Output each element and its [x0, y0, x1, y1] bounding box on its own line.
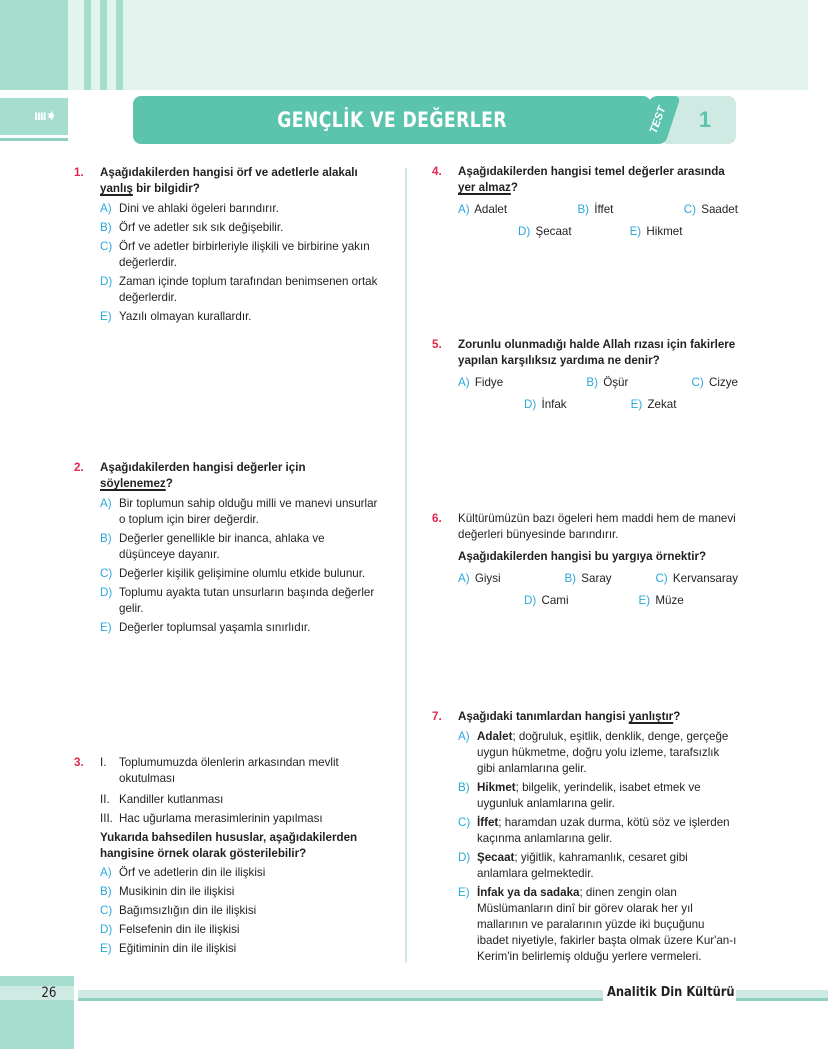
question-stem: Aşağıdakilerden hangisi örf ve adetlerle alakalı yanlış bir bilgidir?	[100, 166, 358, 195]
question-stem: Aşağıdakilerden hangisi temel değerler arasında yer almaz?	[458, 165, 725, 194]
question-stem: Aşağıdaki tanımlardan hangisi yanlıştır?	[458, 710, 681, 723]
test-number: 1	[698, 107, 712, 132]
option-c[interactable]: C) Saadet	[683, 203, 738, 216]
question-stem: Aşağıdakilerden hangisi bu yargıya örnektir?	[458, 550, 707, 563]
option-e[interactable]: E) Hikmet	[629, 225, 683, 238]
header-stripe	[100, 0, 107, 90]
statement-2: II. Kandiller kutlanması	[100, 793, 224, 806]
page-title: GENÇLİK VE DEĞERLER	[277, 108, 507, 132]
question-stem: Zorunlu olunmadığı halde Allah rızası için fakirlere yapılan karşılıksız yardıma ne denir?	[458, 338, 736, 367]
option-b[interactable]: B) İffet	[577, 203, 614, 216]
title-bar	[133, 96, 651, 144]
option-c[interactable]: C) Bağımsızlığın din ile ilişkisi	[100, 904, 257, 917]
option-d[interactable]: D) Şecaat	[518, 225, 572, 238]
option-c[interactable]: C) Kervansaray	[655, 572, 738, 585]
question-stem: Aşağıdakilerden hangisi değerler için söylenemez?	[100, 461, 306, 490]
option-e[interactable]: E) Zekat	[630, 398, 677, 411]
option-e[interactable]: E) İnfak ya da sadaka; dinen zengin olan Müslümanların dinî bir görev olarak her yıl mallarının ve paralarının yüzde iki buçuğunu ibadet niyetiyle, fakirler başta olmak üzere Kur'an-ı Kerim'in belirlemiş olduğu yerlere vermeleri.	[458, 886, 737, 963]
question-number: 4.	[432, 165, 442, 178]
option-c[interactable]: C) İffet; haramdan uzak durma, kötü söz ve işlerden kaçınma anlamlarına gelir.	[458, 816, 730, 845]
option-a[interactable]: A) Giysi	[458, 572, 501, 585]
book-title: Analitik Din Kültürü	[607, 984, 735, 1000]
option-a[interactable]: A) Bir toplumun sahip olduğu milli ve manevi unsurlar o toplum için birer değerdir.	[100, 497, 378, 526]
option-d[interactable]: D) Şecaat; yiğitlik, kahramanlık, cesaret gibi anlamlara gelmektedir.	[458, 851, 688, 880]
footer-line	[78, 990, 603, 1001]
footer-line-right	[736, 990, 828, 1001]
question-number: 2.	[74, 461, 84, 474]
question-2	[74, 460, 380, 636]
option-b[interactable]: B) Öşür	[586, 376, 629, 389]
option-d[interactable]: D) Cami	[524, 594, 569, 607]
page-number: 26	[41, 985, 57, 1001]
statement-1: I. Toplumumuzda ölenlerin arkasından mevlit okutulması	[100, 756, 339, 785]
option-c[interactable]: C) Değerler kişilik gelişimine olumlu etkide bulunur.	[100, 567, 366, 580]
option-a[interactable]: A) Dini ve ahlaki ögeleri barındırır.	[100, 202, 279, 215]
header-left-block	[0, 0, 68, 90]
header-tab-line	[0, 138, 68, 141]
question-number: 1.	[74, 166, 84, 179]
option-b[interactable]: B) Örf ve adetler sık sık değişebilir.	[100, 221, 284, 234]
statement-3: III. Hac uğurlama merasimlerinin yapılması	[100, 812, 323, 825]
option-a[interactable]: A) Adalet; doğruluk, eşitlik, denklik, denge, gerçeğe uygun hükmetme, doğru yolu izleme, tarafsızlık gibi anlamlarına gelir.	[458, 730, 729, 775]
option-e[interactable]: E) Yazılı olmayan kurallardır.	[100, 310, 252, 323]
question-1	[74, 165, 380, 325]
option-e[interactable]: E) Değerler toplumsal yaşamla sınırlıdır.	[100, 621, 311, 634]
question-intro: Kültürümüzün bazı ögeleri hem maddi hem de manevi değerleri bünyesinde barındırır.	[458, 512, 736, 541]
option-e[interactable]: E) Müze	[638, 594, 684, 607]
option-a[interactable]: A) Fidye	[458, 376, 504, 389]
header-stripe	[84, 0, 91, 90]
header-stripe	[116, 0, 123, 90]
question-3	[74, 755, 380, 957]
option-d[interactable]: D) Toplumu ayakta tutan unsurların başında değerler gelir.	[100, 586, 375, 615]
option-b[interactable]: B) Musikinin din ile ilişkisi	[100, 885, 235, 898]
option-d[interactable]: D) Felsefenin din ile ilişkisi	[100, 923, 240, 936]
option-e[interactable]: E) Eğitiminin din ile ilişkisi	[100, 942, 237, 955]
option-b[interactable]: B) Değerler genellikle bir inanca, ahlaka ve düşünceye dayanır.	[100, 532, 325, 561]
question-7	[432, 709, 738, 965]
option-b[interactable]: B) Hikmet; bilgelik, yerindelik, isabet etmek ve uygunluk anlamlarına gelir.	[458, 781, 701, 810]
option-c[interactable]: C) Örf ve adetler birbirleriyle ilişkili ve birbirine yakın değerlerdir.	[100, 240, 370, 269]
question-stem: Yukarıda bahsedilen hususlar, aşağıdakilerden hangisine örnek olarak gösterilebilir?	[100, 831, 358, 860]
option-c[interactable]: C) Cizye	[691, 376, 738, 389]
question-number: 5.	[432, 338, 442, 351]
question-6	[432, 511, 738, 609]
arrow-right-icon: ıııı➧	[34, 107, 57, 123]
question-number: 7.	[432, 710, 442, 723]
question-number: 6.	[432, 512, 442, 525]
option-a[interactable]: A) Adalet	[458, 203, 508, 216]
question-4	[432, 164, 738, 240]
option-a[interactable]: A) Örf ve adetlerin din ile ilişkisi	[100, 866, 266, 879]
option-d[interactable]: D) İnfak	[524, 398, 567, 411]
footer-page-bar	[0, 986, 74, 1000]
option-d[interactable]: D) Zaman içinde toplum tarafından benimsenen ortak değerlerdir.	[100, 275, 378, 304]
question-number: 3.	[74, 756, 84, 769]
option-b[interactable]: B) Saray	[564, 572, 612, 585]
question-5	[432, 337, 738, 413]
test-label: TEST	[647, 104, 669, 136]
column-divider	[405, 168, 407, 963]
